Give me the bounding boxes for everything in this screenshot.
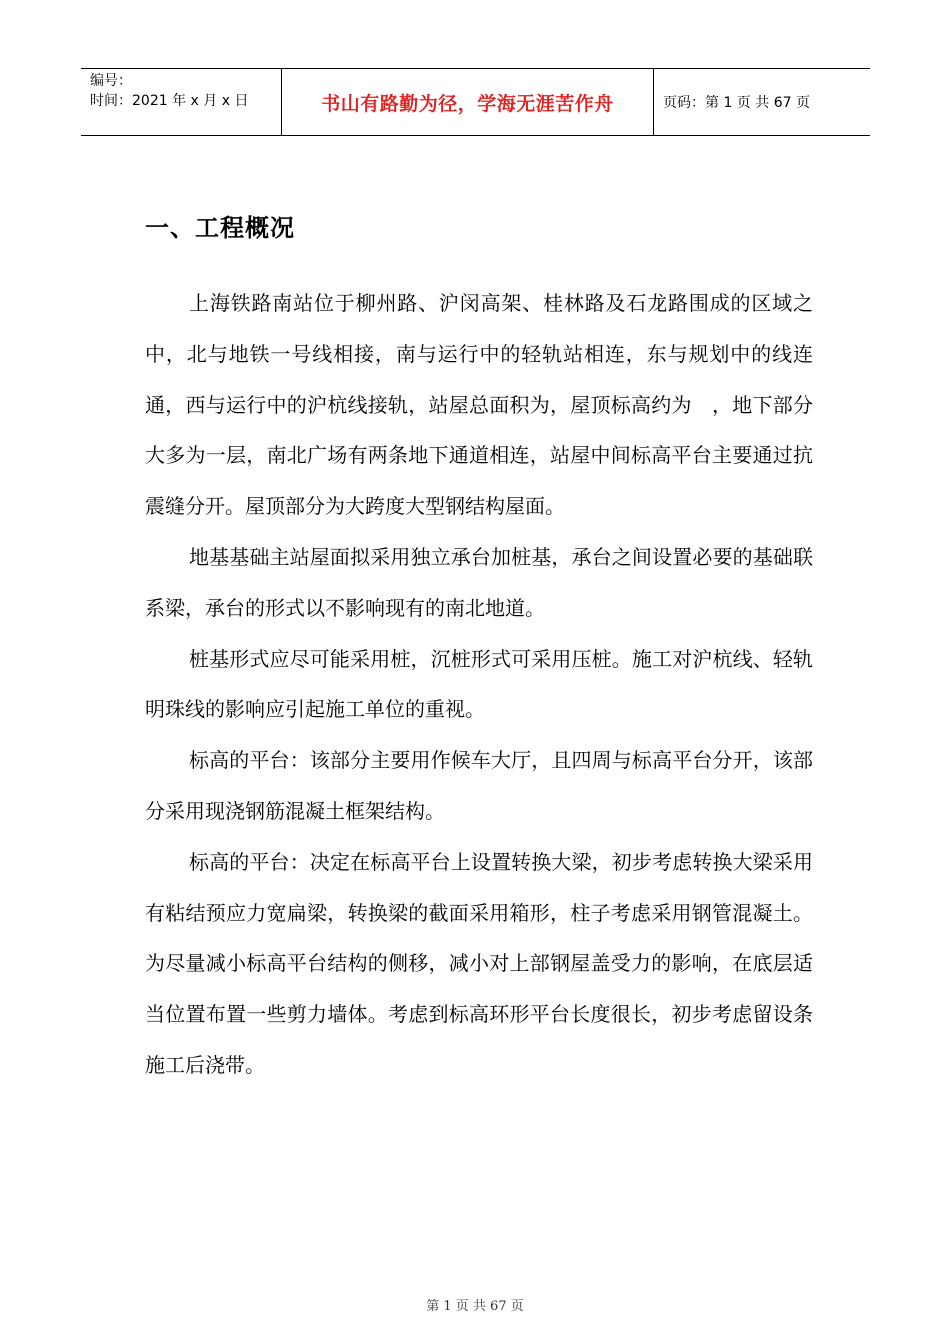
section-title: 一、工程概况	[145, 214, 295, 242]
page-code: 页码：第 1 页 共 67 页	[663, 95, 810, 111]
paragraph: 地基基础主站屋面拟采用独立承台加桩基，承台之间设置必要的基础联系梁，承台的形式以不影响现有的南北地道。	[145, 544, 813, 620]
paragraph: 桩基形式应尽可能采用桩，沉桩形式可采用压桩。施工对沪杭线、轻轨明珠线的影响应引起施工单位的重视。	[145, 646, 813, 722]
header-motto-cell	[282, 69, 654, 135]
paragraph: 标高的平台：决定在标高平台上设置转换大梁，初步考虑转换大梁采用有粘结预应力宽扁梁，转换梁的截面采用箱形，柱子考虑采用钢管混凝土。为尽量减小标高平台结构的侧移，减小对上部钢屋盖受力的影响，在底层适当位置布置一些剪力墙体。考虑到标高环形平台长度很长，初步考虑留设条施工后浇带。	[145, 849, 813, 1077]
paragraph: 上海铁路南站位于柳州路、沪闵高架、桂林路及石龙路围成的区域之中，北与地铁一号线相接，南与运行中的轻轨站相连，东与规划中的线连通，西与运行中的沪杭线接轨，站屋总面积为，屋顶标高约为 ，地下部分大多为一层，南北广场有两条地下通道相连，站屋中间标高平台主要通过抗震缝分开。屋顶部分为大跨度大型钢结构屋面。	[145, 291, 813, 519]
header-page-cell	[654, 69, 870, 135]
motto-text: 书山有路勤为径，学海无涯苦作舟	[321, 92, 614, 115]
body-text	[145, 278, 813, 1091]
number-label: 编号：	[90, 73, 132, 89]
time-label: 时间：2021 年 x 月 x 日	[90, 93, 249, 109]
paragraph: 标高的平台：该部分主要用作候车大厅，且四周与标高平台分开，该部分采用现浇钢筋混凝土框架结构。	[145, 748, 813, 823]
header-meta-cell	[81, 69, 282, 135]
page-footer: 第 1 页 共 67 页	[426, 1299, 524, 1314]
document-header	[81, 68, 870, 136]
